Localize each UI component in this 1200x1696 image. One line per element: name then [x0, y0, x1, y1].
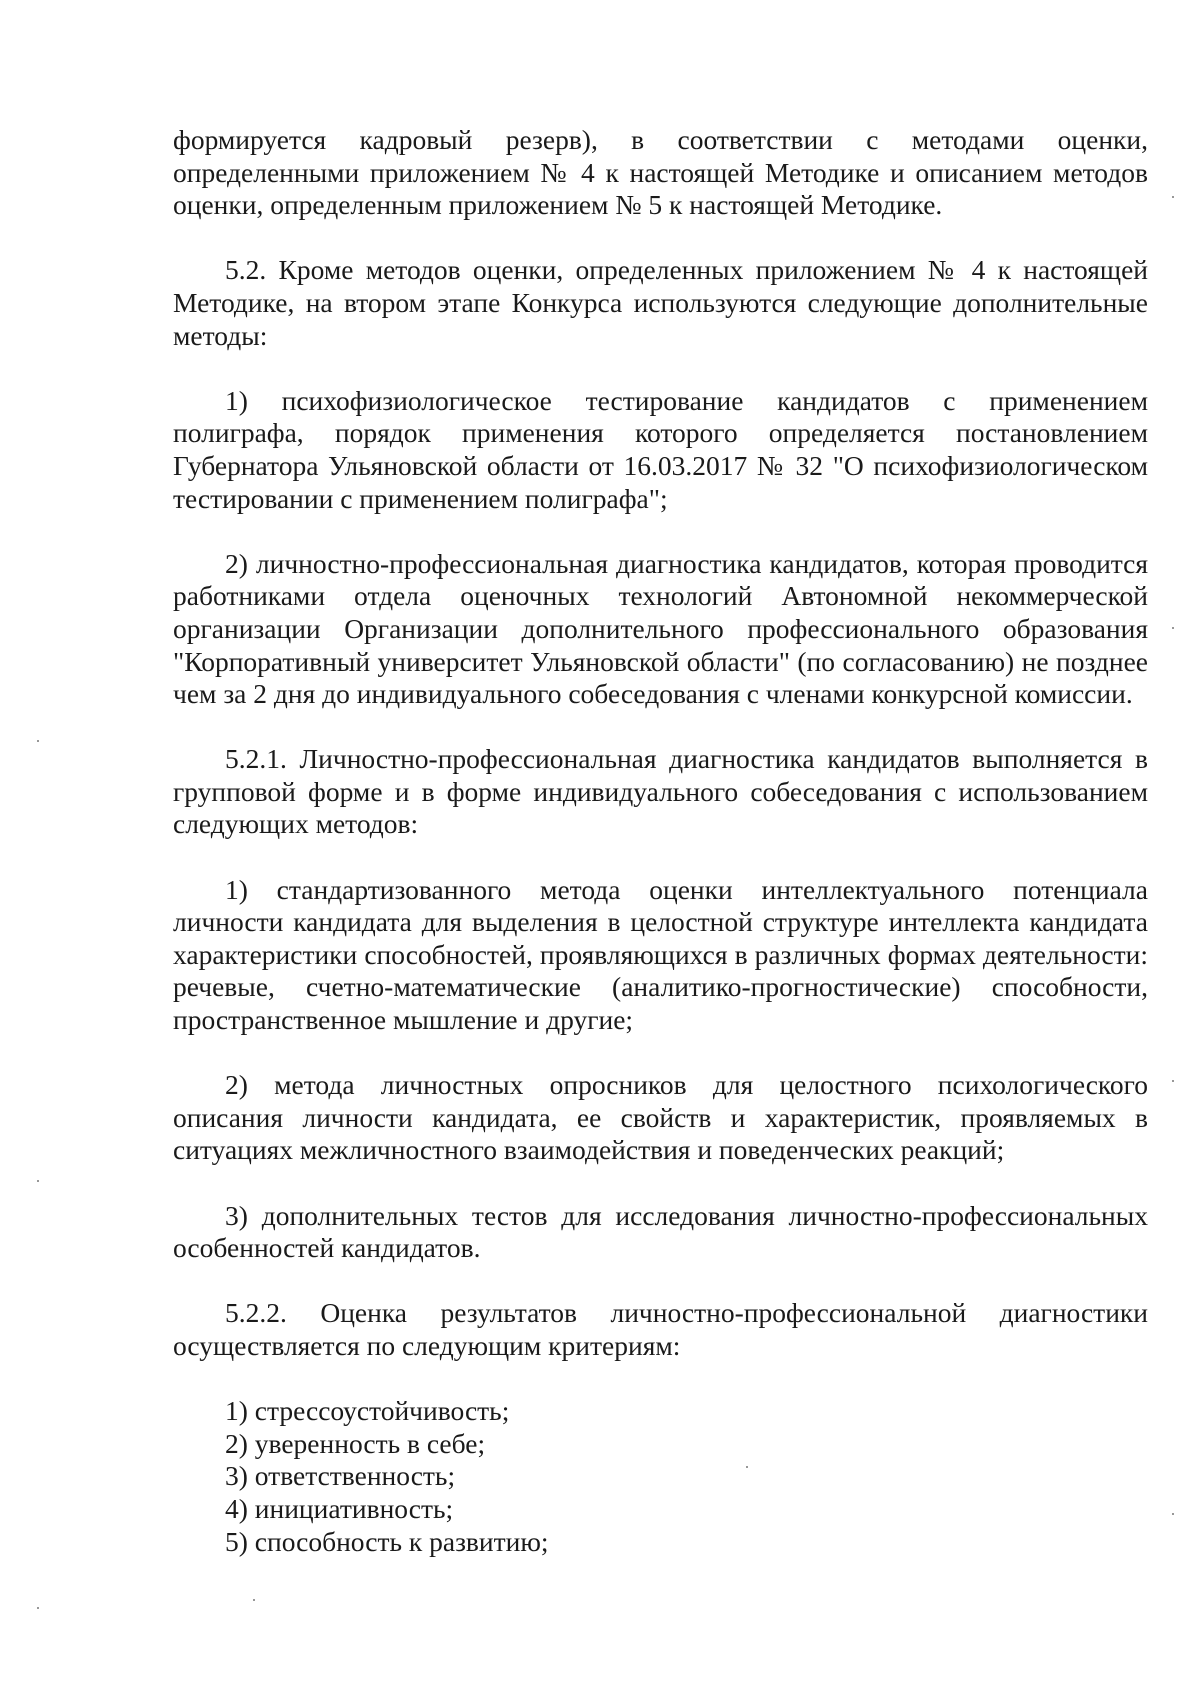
paragraph-continuation: формируется кадровый резерв), в соответствии с методами оценки, определенными приложением № 4 к настоящей Методике и описанием методов оценки, определенным приложением № 5 к настоящей Методике. — [173, 124, 1148, 221]
scan-speck — [37, 1607, 39, 1609]
paragraph-5-2: 5.2. Кроме методов оценки, определенных приложением № 4 к настоящей Методике, на втором этапе Конкурса используются следующие дополнительные методы: — [173, 254, 1148, 351]
document-body — [173, 124, 1148, 1558]
scan-speck — [1172, 627, 1174, 629]
paragraph-5-2-1-item-1: 1) стандартизованного метода оценки интеллектуального потенциала личности кандидата для выделения в целостной структуре интеллекта кандидата характеристики способностей, проявляющихся в различных формах деятельности: речевые, счетно-математические (аналитико-прогностические) способности, пространственное мышление и другие; — [173, 873, 1148, 1036]
paragraph-5-2-1: 5.2.1. Личностно-профессиональная диагностика кандидатов выполняется в групповой форме и в форме индивидуального собеседования с использованием следующих методов: — [173, 743, 1148, 840]
scan-speck — [1172, 1080, 1174, 1082]
criteria-item: 5) способность к развитию; — [225, 1525, 549, 1557]
paragraph-5-2-item-2: 2) личностно-профессиональная диагностика кандидатов, которая проводится работниками отдела оценочных технологий Автономной некоммерческой организации Организации дополнительного профессионального образования "Корпоративный университет Ульяновской области" (по согласованию) не позднее чем за 2 дня до индивидуального собеседования с членами конкурсной комиссии. — [173, 547, 1148, 710]
scan-speck — [746, 1466, 748, 1468]
criteria-item: 2) уверенность в себе; — [225, 1427, 486, 1459]
paragraph-5-2-1-item-2: 2) метода личностных опросников для целостного психологического описания личности кандидата, ее свойств и характеристик, проявляемых в ситуациях межличностного взаимодействия и поведенческих реакций; — [173, 1069, 1148, 1166]
criteria-item: 3) ответственность; — [225, 1460, 456, 1492]
scan-speck — [1172, 196, 1174, 198]
criteria-item: 4) инициативность; — [225, 1492, 454, 1524]
criteria-item: 1) стрессоустойчивость; — [225, 1395, 510, 1427]
paragraph-5-2-item-1: 1) психофизиологическое тестирование кандидатов с применением полиграфа, порядок применения которого определяется постановлением Губернатора Ульяновской области от 16.03.2017 № 32 "О психофизиологическом тестировании с применением полиграфа"; — [173, 384, 1148, 514]
scan-speck — [37, 1180, 39, 1182]
paragraph-5-2-1-item-3: 3) дополнительных тестов для исследования личностно-профессиональных особенностей кандидатов. — [173, 1199, 1148, 1264]
criteria-list — [173, 1395, 1148, 1558]
scan-speck — [253, 1599, 255, 1601]
scan-speck — [37, 740, 39, 742]
scan-speck — [1172, 1513, 1174, 1515]
paragraph-5-2-2: 5.2.2. Оценка результатов личностно-профессиональной диагностики осуществляется по следующим критериям: — [173, 1297, 1148, 1361]
